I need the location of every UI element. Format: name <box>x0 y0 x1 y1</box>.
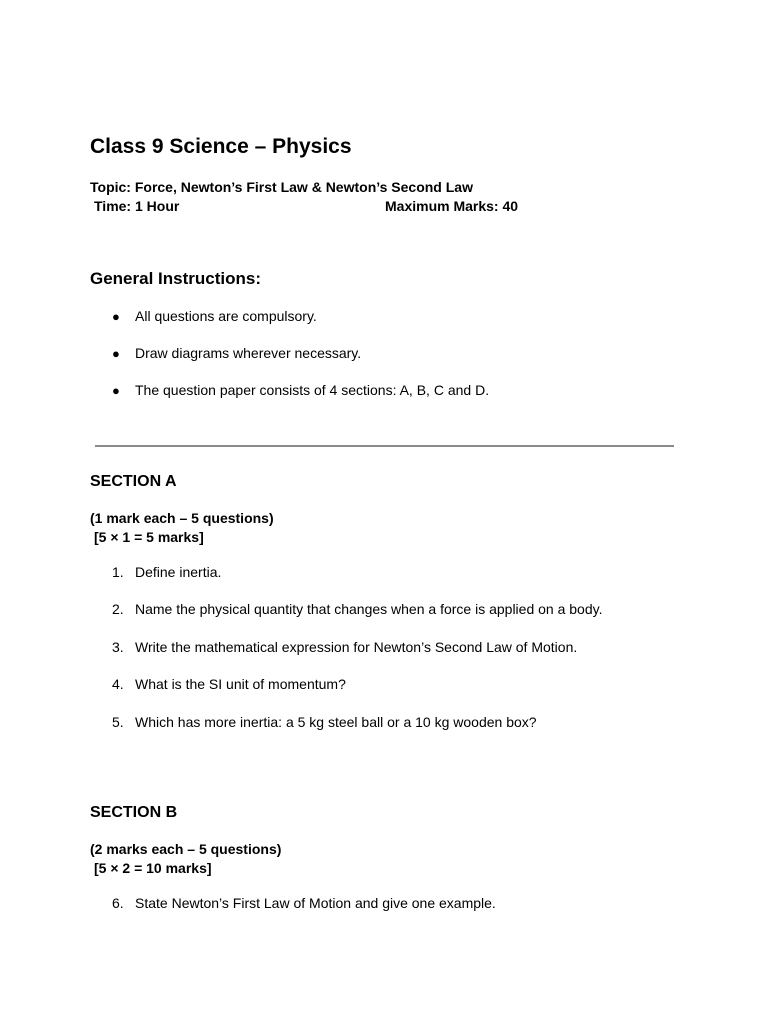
section-b-marks-note: (2 marks each – 5 questions) <box>90 841 282 857</box>
horizontal-divider <box>95 445 674 447</box>
time-allowed: Time: 1 Hour <box>94 198 180 214</box>
question-text: Write the mathematical expression for Newton’s Second Law of Motion. <box>135 639 578 655</box>
section-a-marks-note: (1 mark each – 5 questions) <box>90 510 274 526</box>
question-text: Define inertia. <box>135 564 222 580</box>
question-number: 1. <box>112 564 124 580</box>
question-text: Which has more inertia: a 5 kg steel ball or a 10 kg wooden box? <box>135 714 537 730</box>
question-text: What is the SI unit of momentum? <box>135 676 346 692</box>
topic-line: Topic: Force, Newton’s First Law & Newton’s Second Law <box>90 179 473 195</box>
question-number: 5. <box>112 714 124 730</box>
question-number: 6. <box>112 895 124 911</box>
maximum-marks: Maximum Marks: 40 <box>385 198 519 214</box>
section-b-marks-total: [5 × 2 = 10 marks] <box>94 860 212 876</box>
question-number: 2. <box>112 601 124 617</box>
bullet-icon: ● <box>112 346 120 361</box>
question-number: 3. <box>112 639 124 655</box>
section-a-marks-total: [5 × 1 = 5 marks] <box>94 529 204 545</box>
question-number: 4. <box>112 676 124 692</box>
instruction-text: The question paper consists of 4 sections: A, B, C and D. <box>135 382 490 398</box>
section-a-heading: SECTION A <box>90 473 177 490</box>
bullet-icon: ● <box>112 309 120 324</box>
section-b-heading: SECTION B <box>90 804 178 821</box>
instruction-text: All questions are compulsory. <box>135 308 317 324</box>
page-title: Class 9 Science – Physics <box>90 135 352 158</box>
bullet-icon: ● <box>112 383 120 398</box>
question-text: Name the physical quantity that changes when a force is applied on a body. <box>135 601 603 617</box>
instruction-text: Draw diagrams wherever necessary. <box>135 345 362 361</box>
general-instructions-heading: General Instructions: <box>90 269 261 288</box>
question-text: State Newton’s First Law of Motion and give one example. <box>135 895 496 911</box>
